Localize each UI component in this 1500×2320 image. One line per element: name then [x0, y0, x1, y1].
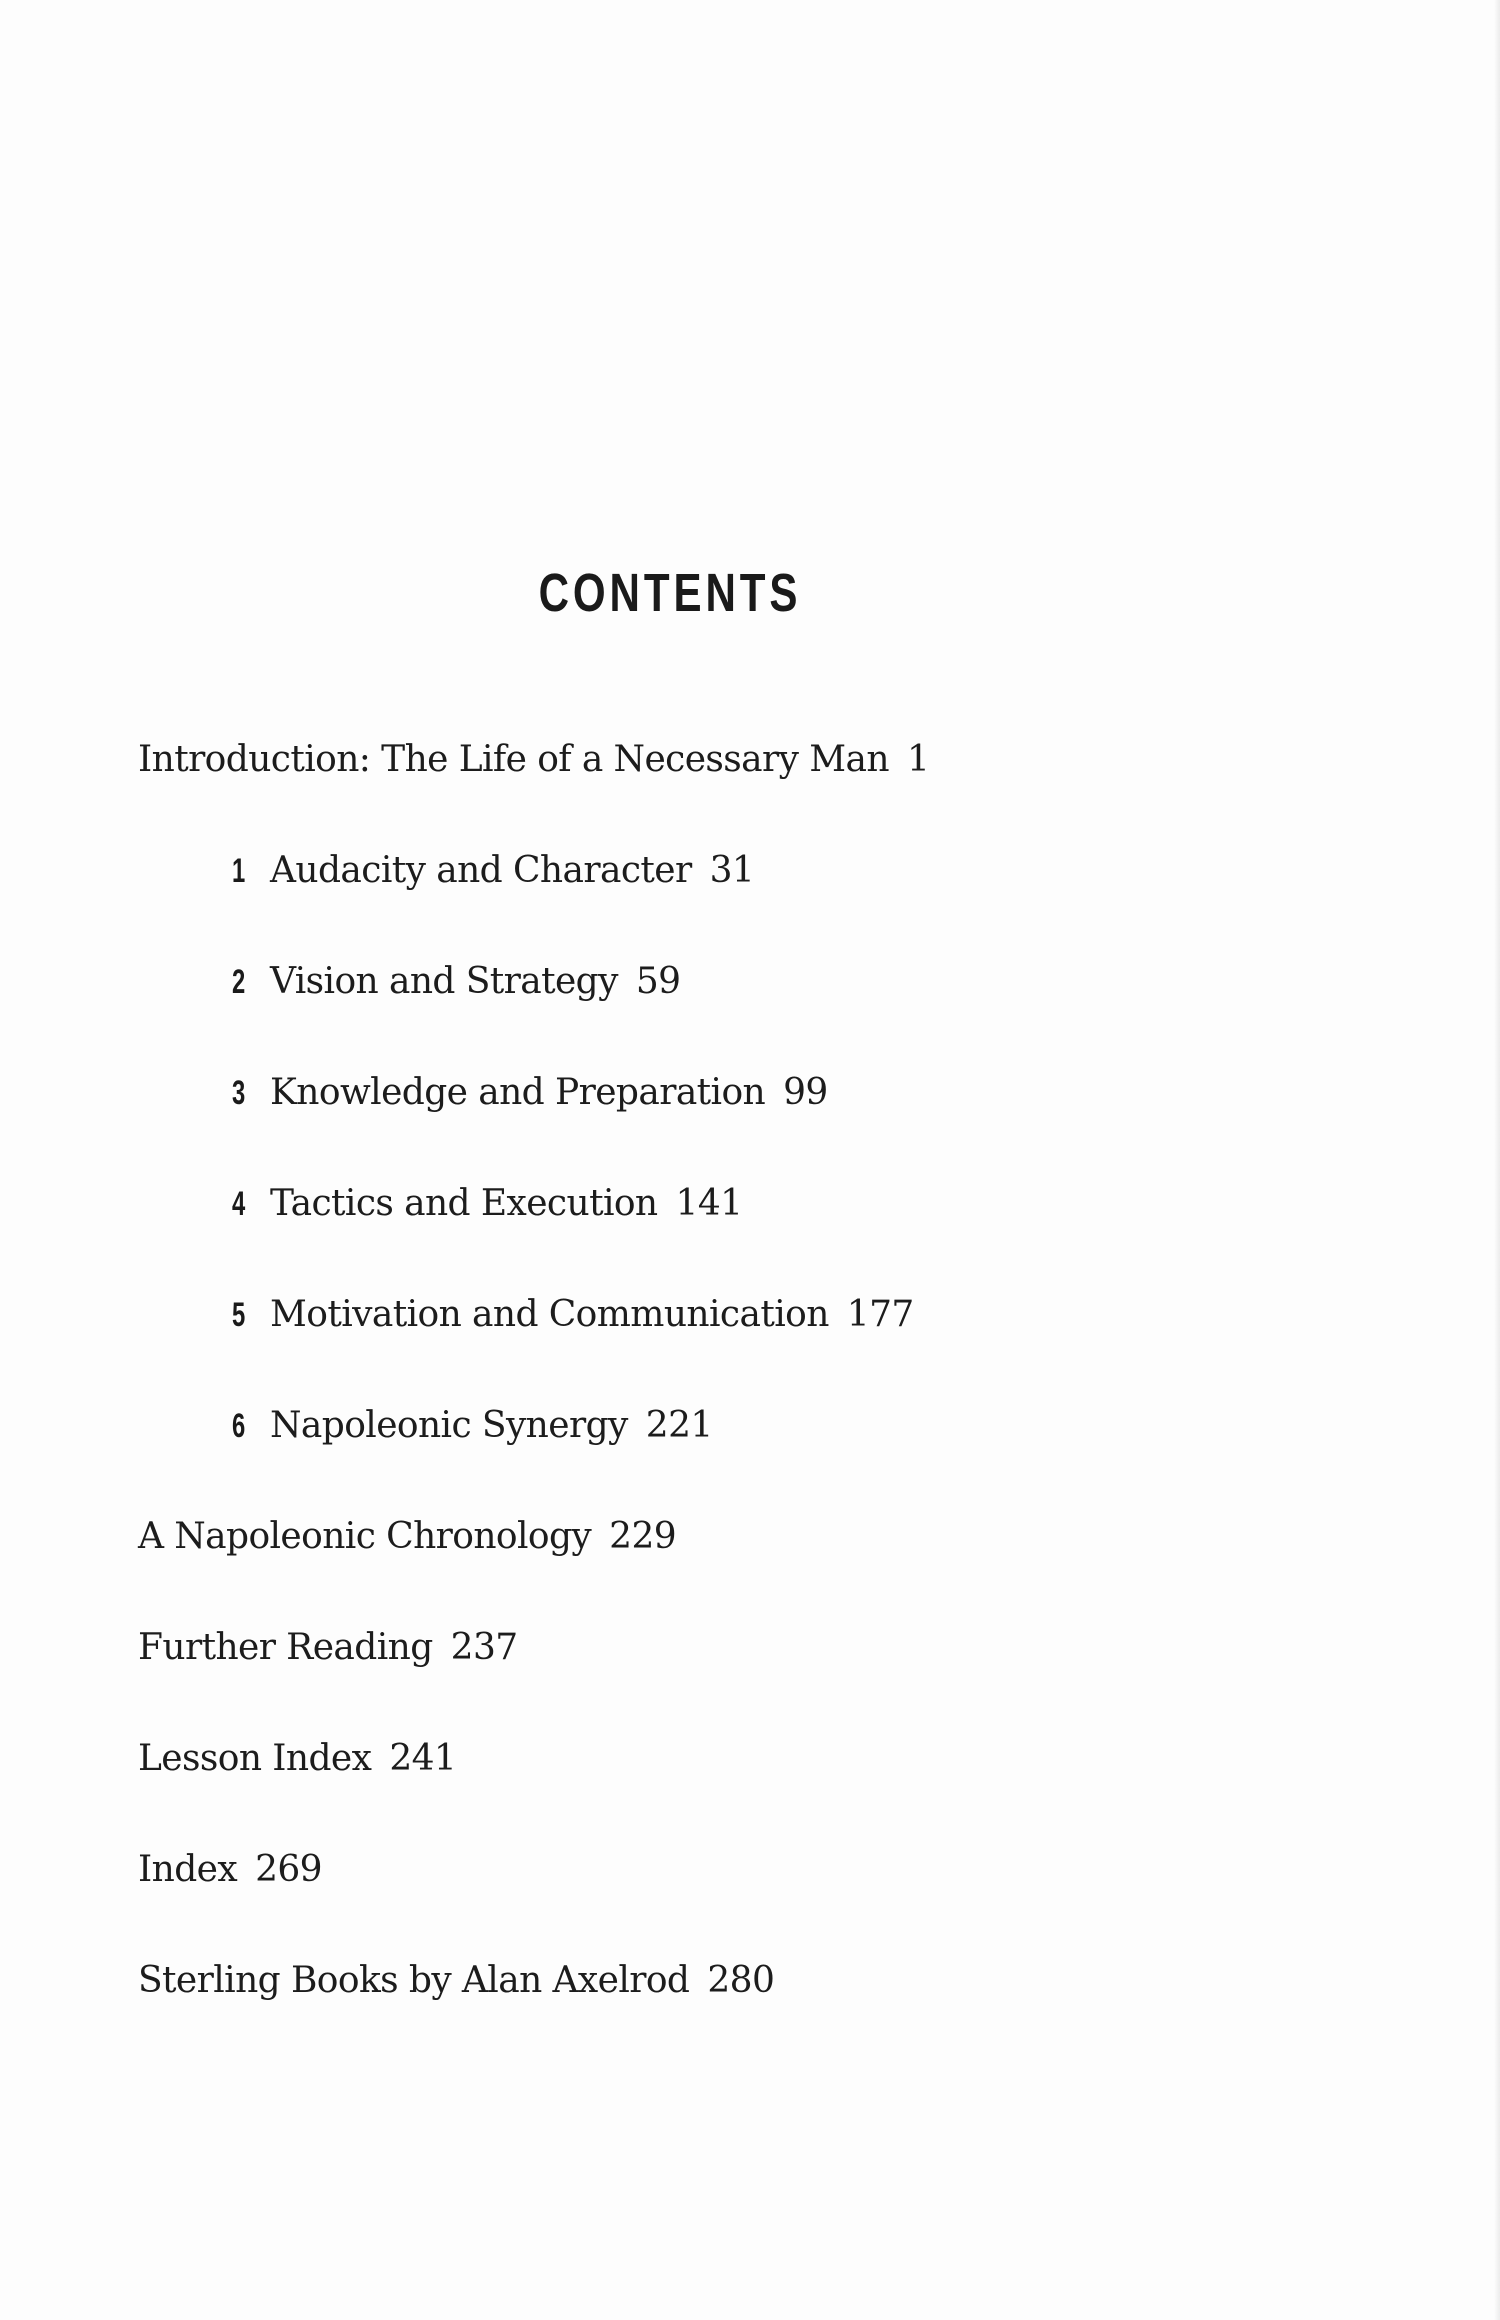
toc-entry-page: 269 — [255, 1849, 322, 1890]
toc-entry-label: Vision and Strategy — [270, 961, 618, 1002]
chapter-number: 6 — [232, 1407, 245, 1445]
toc-entry-page: 229 — [609, 1516, 677, 1557]
toc-entry-page: 141 — [675, 1183, 743, 1224]
toc-entry-label: Further Reading — [138, 1627, 433, 1668]
toc-entry-page: 1 — [906, 739, 930, 780]
toc-entry-label: Index — [138, 1849, 238, 1890]
toc-entry-label: Napoleonic Synergy — [270, 1405, 628, 1446]
toc-entry-lesson-index[interactable] — [138, 1737, 456, 1781]
chapter-number: 2 — [232, 963, 245, 1001]
toc-entry-chronology[interactable] — [138, 1515, 676, 1559]
toc-entry-page: 99 — [783, 1072, 828, 1113]
toc-entry-label: Motivation and Communication — [270, 1294, 829, 1335]
toc-entry-page: 241 — [389, 1738, 457, 1779]
chapter-number: 4 — [232, 1185, 245, 1223]
toc-entry-chapter-4[interactable] — [232, 1182, 742, 1226]
toc-entry-page: 221 — [645, 1405, 713, 1446]
toc-entry-label: Lesson Index — [138, 1738, 372, 1779]
toc-entry-chapter-3[interactable] — [232, 1071, 828, 1115]
toc-entry-label: Audacity and Character — [270, 850, 692, 891]
page-title: CONTENTS — [538, 563, 802, 623]
toc-entry-label: Sterling Books by Alan Axelrod — [138, 1960, 690, 2001]
toc-entry-label: A Napoleonic Chronology — [138, 1516, 592, 1557]
toc-entry-label: Introduction: The Life of a Necessary Man — [138, 739, 889, 780]
toc-entry-page: 237 — [450, 1627, 518, 1668]
toc-entry-chapter-2[interactable] — [232, 960, 680, 1004]
toc-entry-further-reading[interactable] — [138, 1626, 518, 1670]
toc-entry-label: Knowledge and Preparation — [270, 1072, 766, 1113]
toc-entry-page: 59 — [635, 961, 681, 1002]
chapter-number: 5 — [232, 1296, 245, 1334]
toc-entry-introduction[interactable] — [138, 738, 929, 782]
toc-entry-page: 177 — [846, 1294, 914, 1335]
chapter-number: 3 — [232, 1074, 245, 1112]
chapter-number: 1 — [232, 852, 245, 890]
toc-entry-page: 280 — [707, 1960, 775, 2001]
toc-entry-label: Tactics and Execution — [270, 1183, 658, 1224]
toc-entry-chapter-1[interactable] — [232, 849, 754, 893]
toc-entry-chapter-5[interactable] — [232, 1293, 914, 1337]
toc-entry-page: 31 — [709, 850, 755, 891]
toc-entry-chapter-6[interactable] — [232, 1404, 713, 1448]
toc-entry-index[interactable] — [138, 1848, 322, 1892]
toc-entry-sterling-books[interactable] — [138, 1959, 774, 2003]
